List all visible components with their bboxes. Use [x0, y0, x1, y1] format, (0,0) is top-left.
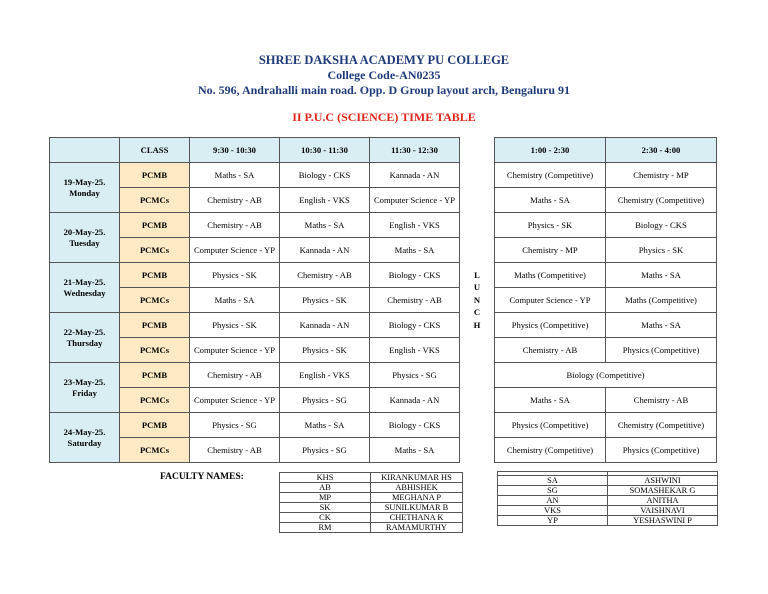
period-cell: Maths - SA [280, 413, 370, 438]
period-cell: Physics (Competitive) [495, 413, 606, 438]
period-cell: Chemistry - AB [606, 388, 717, 413]
period-cell: Maths - SA [495, 188, 606, 213]
period-cell: Physics (Competitive) [606, 338, 717, 363]
day-name: Monday [69, 187, 100, 198]
class-cell: PCMCs [120, 188, 190, 213]
faculty-row [498, 516, 718, 526]
faculty-row [498, 486, 718, 496]
college-code: College Code-AN0235 [327, 68, 441, 82]
period-cell: Chemistry - MP [606, 163, 717, 188]
faculty-row [498, 476, 718, 486]
period-cell: Chemistry (Competitive) [495, 438, 606, 463]
faculty-name: CHETHANA K [371, 513, 463, 523]
period-cell: Chemistry (Competitive) [495, 163, 606, 188]
period-cell: Computer Science - YP [495, 288, 606, 313]
faculty-code: KHS [280, 473, 371, 483]
header-class: CLASS [120, 138, 190, 163]
period-cell: Maths - SA [190, 288, 280, 313]
period-cell: English - VKS [280, 363, 370, 388]
period-cell: Chemistry - AB [190, 188, 280, 213]
header-slot-t5: 2:30 - 4:00 [606, 138, 717, 163]
faculty-row [498, 496, 718, 506]
faculty-name: ANITHA [608, 496, 718, 506]
class-cell: PCMCs [120, 288, 190, 313]
period-cell: Computer Science - YP [370, 188, 460, 213]
faculty-row [280, 503, 463, 513]
table-row [50, 438, 717, 463]
header-blank [50, 138, 120, 163]
header-slot-t2: 10:30 - 11:30 [280, 138, 370, 163]
college-address: No. 596, Andrahalli main road. Opp. D Group layout arch, Bengaluru 91 [197, 83, 571, 97]
faculty-code: MP [280, 493, 371, 503]
period-cell: Kannada - AN [370, 388, 460, 413]
header-slot-t3: 11:30 - 12:30 [370, 138, 460, 163]
table-row [50, 188, 717, 213]
period-cell: Chemistry - MP [495, 238, 606, 263]
day-date: 23-May-25. [63, 376, 106, 387]
period-cell: Physics - SK [495, 213, 606, 238]
class-cell: PCMB [120, 213, 190, 238]
faculty-name: MEGHANA P [371, 493, 463, 503]
faculty-code: AB [280, 483, 371, 493]
period-cell: Biology - CKS [370, 413, 460, 438]
faculty-table-left [279, 472, 463, 533]
period-cell: Physics - SK [190, 313, 280, 338]
table-row [50, 413, 717, 438]
table-row [50, 238, 717, 263]
period-cell: Maths (Competitive) [606, 288, 717, 313]
college-name: SHREE DAKSHA ACADEMY PU COLLEGE [258, 53, 510, 67]
faculty-name: VAISHNAVI [608, 506, 718, 516]
period-cell: Maths - SA [370, 238, 460, 263]
faculty-row [280, 523, 463, 533]
faculty-label: FACULTY NAMES: [160, 472, 244, 482]
faculty-name: RAMAMURTHY [371, 523, 463, 533]
period-cell: Chemistry (Competitive) [606, 413, 717, 438]
faculty-row [280, 513, 463, 523]
faculty-name: ABHISHEK [371, 483, 463, 493]
period-cell: Chemistry - AB [190, 213, 280, 238]
period-cell: Maths - SA [495, 388, 606, 413]
day-cell [50, 313, 120, 363]
faculty-row [280, 483, 463, 493]
faculty-code: VKS [498, 506, 608, 516]
period-cell: Maths - SA [606, 313, 717, 338]
period-cell: Maths - SA [370, 438, 460, 463]
lunch-letter: L [474, 269, 480, 280]
period-cell: Chemistry - AB [190, 363, 280, 388]
table-row [50, 313, 717, 338]
class-cell: PCMB [120, 263, 190, 288]
faculty-name: KIRANKUMAR HS [371, 473, 463, 483]
period-cell: Biology - CKS [280, 163, 370, 188]
class-cell: PCMB [120, 163, 190, 188]
period-cell: English - VKS [280, 188, 370, 213]
day-cell [50, 363, 120, 413]
faculty-name: SOMASHEKAR G [608, 486, 718, 496]
table-row [50, 338, 717, 363]
period-cell: Chemistry (Competitive) [606, 188, 717, 213]
period-cell: Computer Science - YP [190, 338, 280, 363]
day-cell [50, 413, 120, 463]
day-cell [50, 163, 120, 213]
day-date: 19-May-25. [63, 176, 106, 187]
header-slot-t4: 1:00 - 2:30 [495, 138, 606, 163]
faculty-row [498, 506, 718, 516]
period-cell: Kannada - AN [280, 238, 370, 263]
period-cell: Maths - SA [606, 263, 717, 288]
period-cell: Maths - SA [280, 213, 370, 238]
timetable-title: II P.U.C (SCIENCE) TIME TABLE [292, 110, 476, 124]
period-cell: English - VKS [370, 338, 460, 363]
period-cell: Physics (Competitive) [495, 313, 606, 338]
class-cell: PCMCs [120, 338, 190, 363]
period-cell: Chemistry - AB [370, 288, 460, 313]
day-cell [50, 263, 120, 313]
day-date: 24-May-25. [63, 426, 106, 437]
table-row [50, 163, 717, 188]
faculty-code: RM [280, 523, 371, 533]
faculty-code: AN [498, 496, 608, 506]
period-cell: Physics - SK [280, 338, 370, 363]
lunch-letter: C [473, 307, 481, 318]
period-cell: Biology - CKS [606, 213, 717, 238]
faculty-table-right [497, 471, 718, 526]
table-row [50, 388, 717, 413]
day-name: Wednesday [63, 287, 106, 298]
period-cell: Kannada - AN [370, 163, 460, 188]
period-cell: Chemistry - AB [495, 338, 606, 363]
day-name: Saturday [67, 437, 102, 448]
class-cell: PCMB [120, 413, 190, 438]
period-cell: Computer Science - YP [190, 238, 280, 263]
day-date: 22-May-25. [63, 326, 106, 337]
period-cell: Chemistry - AB [280, 263, 370, 288]
table-row [50, 363, 717, 388]
faculty-name: SUNILKUMAR B [371, 503, 463, 513]
period-cell: Physics - SG [370, 363, 460, 388]
timetable [49, 137, 717, 463]
period-cell: Physics - SK [606, 238, 717, 263]
lunch-letter: U [473, 282, 481, 293]
day-cell [50, 213, 120, 263]
period-cell: Maths (Competitive) [495, 263, 606, 288]
day-name: Tuesday [69, 237, 100, 248]
period-cell: Physics - SK [190, 263, 280, 288]
faculty-name: ASHWINI [608, 476, 718, 486]
faculty-code: CK [280, 513, 371, 523]
period-cell-merged: Biology (Competitive) [495, 363, 717, 388]
period-cell: Computer Science - YP [190, 388, 280, 413]
day-date: 20-May-25. [63, 226, 106, 237]
faculty-row [280, 473, 463, 483]
faculty-code: YP [498, 516, 608, 526]
class-cell: PCMB [120, 313, 190, 338]
day-name: Thursday [66, 337, 103, 348]
header-row [50, 138, 717, 163]
period-cell: Biology - CKS [370, 263, 460, 288]
period-cell: Physics - SG [190, 413, 280, 438]
class-cell: PCMCs [120, 238, 190, 263]
header-slot-t1: 9:30 - 10:30 [190, 138, 280, 163]
faculty-code: SA [498, 476, 608, 486]
period-cell: Kannada - AN [280, 313, 370, 338]
table-row [50, 288, 717, 313]
period-cell: Chemistry - AB [190, 438, 280, 463]
day-name: Friday [72, 387, 97, 398]
period-cell: Physics - SG [280, 388, 370, 413]
lunch-column [460, 138, 495, 463]
period-cell: Biology - CKS [370, 313, 460, 338]
period-cell: Physics - SK [280, 288, 370, 313]
lunch-letter: H [473, 319, 481, 330]
faculty-code: SG [498, 486, 608, 496]
class-cell: PCMB [120, 363, 190, 388]
lunch-letter: N [473, 294, 481, 305]
table-row [50, 263, 717, 288]
period-cell: Physics - SG [280, 438, 370, 463]
period-cell: English - VKS [370, 213, 460, 238]
table-row [50, 213, 717, 238]
class-cell: PCMCs [120, 388, 190, 413]
day-date: 21-May-25. [63, 276, 106, 287]
faculty-code: SK [280, 503, 371, 513]
period-cell: Maths - SA [190, 163, 280, 188]
period-cell: Physics (Competitive) [606, 438, 717, 463]
class-cell: PCMCs [120, 438, 190, 463]
faculty-row [280, 493, 463, 503]
faculty-name: YESHASWINI P [608, 516, 718, 526]
